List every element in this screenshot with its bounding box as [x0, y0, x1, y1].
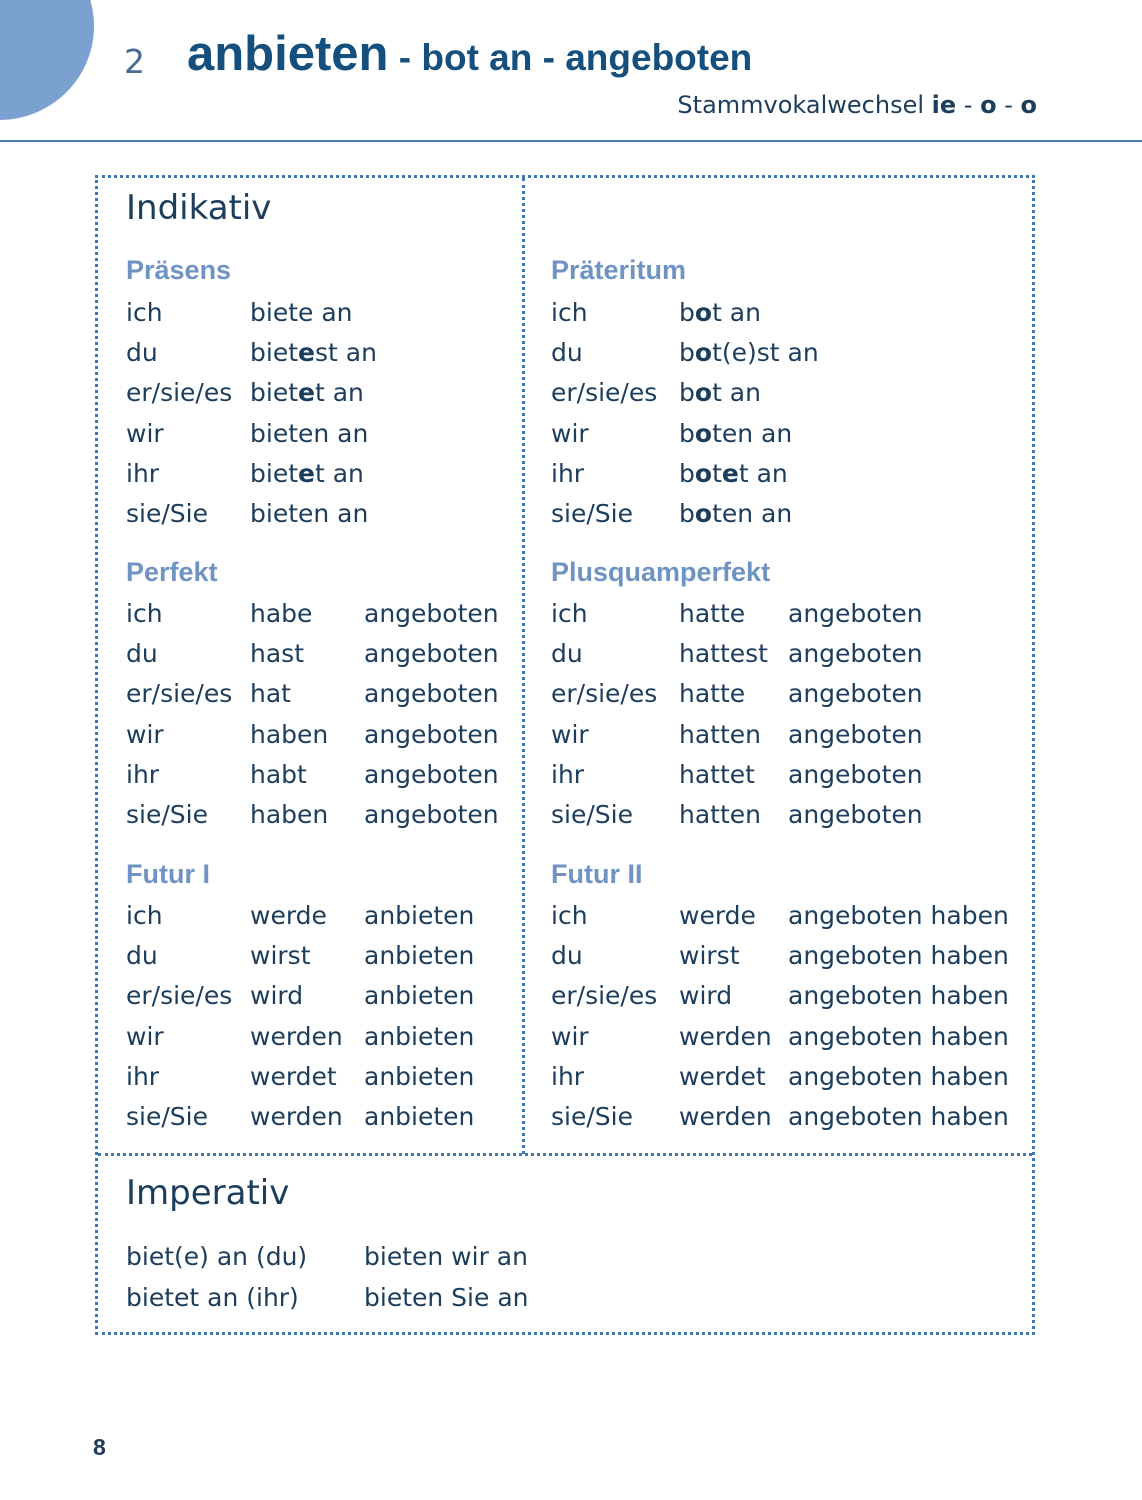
header-divider [0, 140, 1142, 142]
auxiliary-verb: hast [250, 639, 304, 669]
auxiliary-verb: werden [250, 1021, 343, 1051]
verb-form [250, 419, 368, 448]
verb-segment: ten an [712, 418, 793, 448]
verb-segment: t an [712, 378, 761, 408]
pronoun: er/sie/es [126, 378, 233, 408]
main-verb: angeboten [364, 759, 499, 789]
stem-vowel-2: o [980, 91, 997, 119]
main-verb: anbieten [364, 901, 475, 930]
pronoun: du [126, 639, 158, 669]
pronoun: ihr [551, 458, 585, 488]
verb-segment: st an [314, 338, 377, 368]
pronoun: ihr [551, 1061, 585, 1091]
page-number: 8 [93, 1434, 106, 1460]
main-verb: angeboten [364, 599, 499, 628]
verb-segment: t(e)st an [712, 338, 819, 368]
pronoun: ich [551, 901, 588, 930]
verb-segment: bieten an [250, 418, 369, 448]
auxiliary-verb: werden [679, 1021, 772, 1051]
pronoun: wir [551, 1021, 589, 1051]
main-verb: angeboten [788, 719, 923, 749]
main-verb: angeboten [364, 719, 499, 749]
stem-separator-2: - [996, 91, 1021, 119]
imperativ-du: biet(e) an (du) [126, 1242, 308, 1271]
auxiliary-verb: hatten [679, 799, 761, 829]
stem-vowel-1: ie [931, 91, 957, 119]
pronoun: sie/Sie [126, 498, 208, 528]
verb-segment: t an [314, 378, 364, 408]
main-verb: angeboten haben [788, 941, 1009, 971]
futur2-title: Futur II [551, 859, 643, 889]
pronoun: du [126, 338, 158, 368]
main-verb: angeboten [788, 759, 923, 789]
pronoun: ich [126, 298, 163, 327]
verb-segment: biet [250, 338, 298, 368]
verb-form [679, 499, 792, 528]
changed-vowel: o [694, 498, 713, 528]
changed-vowel: o [694, 338, 713, 368]
imperativ-sie: bieten Sie an [364, 1283, 529, 1312]
changed-vowel: e [298, 378, 315, 408]
pronoun: sie/Sie [126, 1101, 208, 1131]
pronoun: sie/Sie [551, 1101, 633, 1131]
main-verb: angeboten [788, 799, 923, 829]
verb-form [679, 298, 761, 327]
main-verb: angeboten [788, 679, 923, 709]
pronoun: ich [126, 901, 163, 930]
auxiliary-verb: hatten [679, 719, 761, 749]
auxiliary-verb: werden [679, 1101, 772, 1131]
perfekt-title: Perfekt [126, 557, 218, 587]
pronoun: ihr [126, 759, 160, 789]
main-verb: angeboten haben [788, 1101, 1009, 1131]
verb-segment: b [679, 458, 695, 488]
main-verb: angeboten [788, 599, 923, 628]
pronoun: er/sie/es [551, 981, 658, 1011]
pronoun: er/sie/es [551, 679, 658, 709]
verb-form [250, 459, 364, 488]
pronoun: sie/Sie [551, 498, 633, 528]
pronoun: ich [551, 599, 588, 628]
verb-segment: t an [314, 458, 364, 488]
main-verb: angeboten haben [788, 1061, 1009, 1091]
verb-segment: b [679, 418, 695, 448]
futur1-title: Futur I [126, 859, 210, 889]
indikativ-title: Indikativ [126, 188, 272, 228]
stem-vowel-3: o [1020, 91, 1037, 119]
imperativ-divider [98, 1153, 1032, 1156]
verb-segment: b [679, 338, 695, 368]
pronoun: wir [551, 719, 589, 749]
page-title [187, 26, 752, 82]
pronoun: wir [126, 1021, 164, 1051]
auxiliary-verb: werdet [679, 1061, 766, 1091]
verb-form [250, 378, 364, 407]
verb-form [679, 419, 792, 448]
main-verb: angeboten haben [788, 981, 1009, 1011]
pronoun: ihr [551, 759, 585, 789]
verb-number: 2 [124, 42, 145, 81]
verb-form [679, 338, 819, 367]
auxiliary-verb: wirst [250, 941, 311, 971]
verb-segment: b [679, 298, 695, 327]
auxiliary-verb: werde [250, 901, 327, 930]
changed-vowel: o [694, 378, 713, 408]
verb-segment: biet [250, 378, 298, 408]
auxiliary-verb: werden [250, 1101, 343, 1131]
infinitive: anbieten [187, 27, 389, 81]
changed-vowel: e [721, 458, 739, 488]
verb-form [679, 459, 788, 488]
auxiliary-verb: habt [250, 759, 307, 789]
main-verb: angeboten [364, 679, 499, 709]
praesens-title: Präsens [126, 255, 232, 285]
verb-segment: bieten an [250, 498, 369, 528]
auxiliary-verb: hattest [679, 639, 768, 669]
pronoun: ihr [126, 1061, 160, 1091]
plusquamperfekt-title: Plusquamperfekt [551, 557, 771, 587]
imperativ-ihr: bietet an (ihr) [126, 1283, 299, 1312]
main-verb: angeboten [788, 639, 923, 669]
pronoun: ihr [126, 458, 160, 488]
verb-segment: t an [712, 298, 761, 327]
auxiliary-verb: haben [250, 719, 329, 749]
verb-segment: t [712, 458, 722, 488]
stem-vowel-change [677, 91, 1037, 119]
main-verb: angeboten haben [788, 901, 1009, 930]
main-verb: anbieten [364, 1021, 475, 1051]
verb-segment: b [679, 498, 695, 528]
pronoun: du [551, 941, 583, 971]
pronoun: du [126, 941, 158, 971]
auxiliary-verb: hatte [679, 599, 746, 628]
auxiliary-verb: wird [679, 981, 733, 1011]
pronoun: er/sie/es [126, 679, 233, 709]
verb-segment: ten an [712, 498, 793, 528]
verb-form [679, 378, 761, 407]
pronoun: wir [551, 418, 589, 448]
verb-form [250, 499, 368, 528]
stem-separator-1: - [956, 91, 981, 119]
main-verb: angeboten [364, 799, 499, 829]
main-verb: angeboten [364, 639, 499, 669]
column-divider [522, 178, 525, 1154]
pronoun: wir [126, 719, 164, 749]
changed-vowel: o [694, 458, 713, 488]
imperativ-wir: bieten wir an [364, 1242, 528, 1271]
auxiliary-verb: wirst [679, 941, 740, 971]
pronoun: wir [126, 418, 164, 448]
pronoun: ich [551, 298, 588, 327]
pronoun: er/sie/es [551, 378, 658, 408]
pronoun: sie/Sie [551, 799, 633, 829]
verb-form [250, 338, 377, 367]
praeteritum-title: Präteritum [551, 255, 687, 285]
verb-segment: biet [250, 458, 298, 488]
auxiliary-verb: habe [250, 599, 313, 628]
auxiliary-verb: hatte [679, 679, 746, 709]
auxiliary-verb: wird [250, 981, 304, 1011]
auxiliary-verb: haben [250, 799, 329, 829]
auxiliary-verb: werdet [250, 1061, 337, 1091]
changed-vowel: e [298, 338, 315, 368]
imperativ-title: Imperativ [126, 1173, 290, 1213]
auxiliary-verb: hattet [679, 759, 755, 789]
main-verb: angeboten haben [788, 1021, 1009, 1051]
pronoun: er/sie/es [126, 981, 233, 1011]
verb-segment: b [679, 378, 695, 408]
changed-vowel: o [694, 418, 713, 448]
auxiliary-verb: hat [250, 679, 291, 709]
decorative-circle [0, 0, 94, 120]
main-verb: anbieten [364, 941, 475, 971]
pronoun: sie/Sie [126, 799, 208, 829]
stem-label: Stammvokalwechsel [677, 91, 932, 119]
main-verb: anbieten [364, 1061, 475, 1091]
verb-form [250, 298, 353, 327]
changed-vowel: e [298, 458, 315, 488]
verb-segment: t an [738, 458, 788, 488]
pronoun: du [551, 639, 583, 669]
auxiliary-verb: werde [679, 901, 756, 930]
changed-vowel: o [694, 298, 713, 327]
principal-parts: - bot an - angeboten [388, 37, 753, 78]
verb-segment: biete an [250, 298, 353, 327]
main-verb: anbieten [364, 1101, 475, 1131]
pronoun: du [551, 338, 583, 368]
pronoun: ich [126, 599, 163, 628]
main-verb: anbieten [364, 981, 475, 1011]
